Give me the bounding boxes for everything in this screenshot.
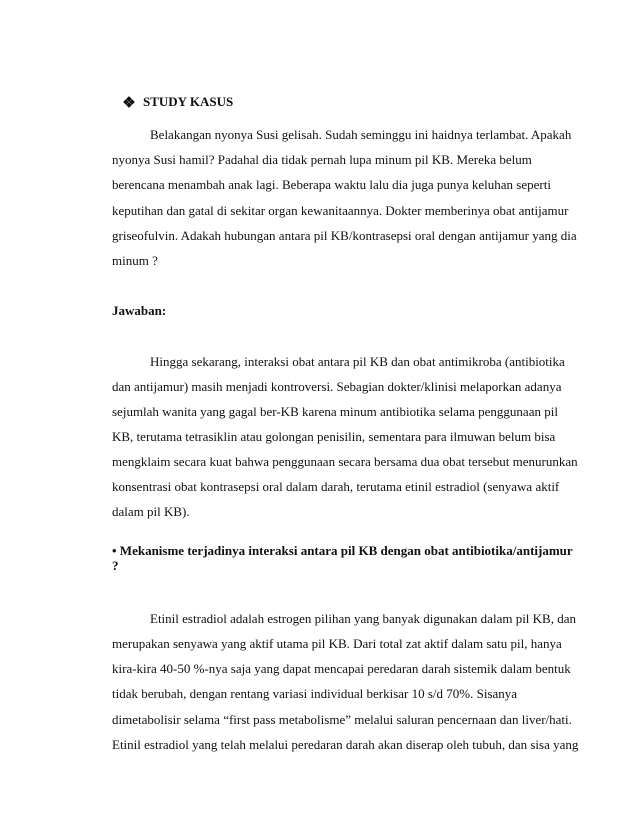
mechanism-line: Etinil estradiol adalah estrogen pilihan yang banyak digunakan dalam pil KB, dan [150, 611, 576, 626]
case-line: nyonya Susi hamil? Padahal dia tidak pernah lupa minum pil KB. Mereka belum [112, 152, 532, 167]
answer-line: Hingga sekarang, interaksi obat antara pil KB dan obat antimikroba (antibiotika [150, 354, 565, 369]
mechanism-line: kira-kira 40-50 %-nya saja yang dapat mencapai peredaran darah sistemik dalam bentuk [112, 661, 571, 676]
case-line: minum ? [112, 253, 158, 268]
mechanism-line: Etinil estradiol yang telah melalui peredaran darah akan diserap oleh tubuh, dan sisa yang [112, 737, 579, 752]
case-line: griseofulvin. Adakah hubungan antara pil KB/kontrasepsi oral dengan antijamur yang dia [112, 228, 577, 243]
mechanism-line: tidak berubah, dengan rentang variasi individual berkisar 10 s/d 70%. Sisanya [112, 686, 518, 701]
case-line: Belakangan nyonya Susi gelisah. Sudah seminggu ini haidnya terlambat. Apakah [150, 127, 572, 142]
mechanism-line: dimetabolisir selama “first pass metabolisme” melalui saluran pencernaan dan liver/hati. [112, 712, 572, 727]
mechanism-heading-line: • Mekanisme terjadinya interaksi antara pil KB dengan obat antibiotika/antijamur [112, 543, 573, 558]
answer-line: dalam pil KB). [112, 504, 190, 519]
study-case-title: STUDY KASUS [143, 94, 234, 109]
answer-line: dan antijamur) masih menjadi kontroversi. Sebagian dokter/klinisi melaporkan adanya [112, 379, 562, 394]
answer-line: mengklaim secara kuat bahwa penggunaan secara bersama dua obat tersebut menurunkan [112, 454, 578, 469]
answer-line: sejumlah wanita yang gagal ber-KB karena minum antibiotika selama penggunaan pil [112, 404, 558, 419]
diamond-bullet-icon [124, 97, 134, 107]
study-case-heading [124, 94, 233, 110]
answer-line: KB, terutama tetrasiklin atau golongan penisilin, sementara para ilmuwan belum bisa [112, 429, 556, 444]
case-line: keputihan dan gatal di sekitar organ kewanitaannya. Dokter memberinya obat antijamur [112, 203, 569, 218]
mechanism-line: merupakan senyawa yang aktif utama pil KB. Dari total zat aktif dalam satu pil, hanya [112, 636, 562, 651]
answer-line: konsentrasi obat kontrasepsi oral dalam darah, terutama etinil estradiol (senyawa aktif [112, 479, 560, 494]
answer-label: Jawaban: [112, 303, 167, 318]
case-line: berencana menambah anak lagi. Beberapa waktu lalu dia juga punya keluhan seperti [112, 177, 551, 192]
mechanism-heading-line: ? [112, 558, 119, 573]
